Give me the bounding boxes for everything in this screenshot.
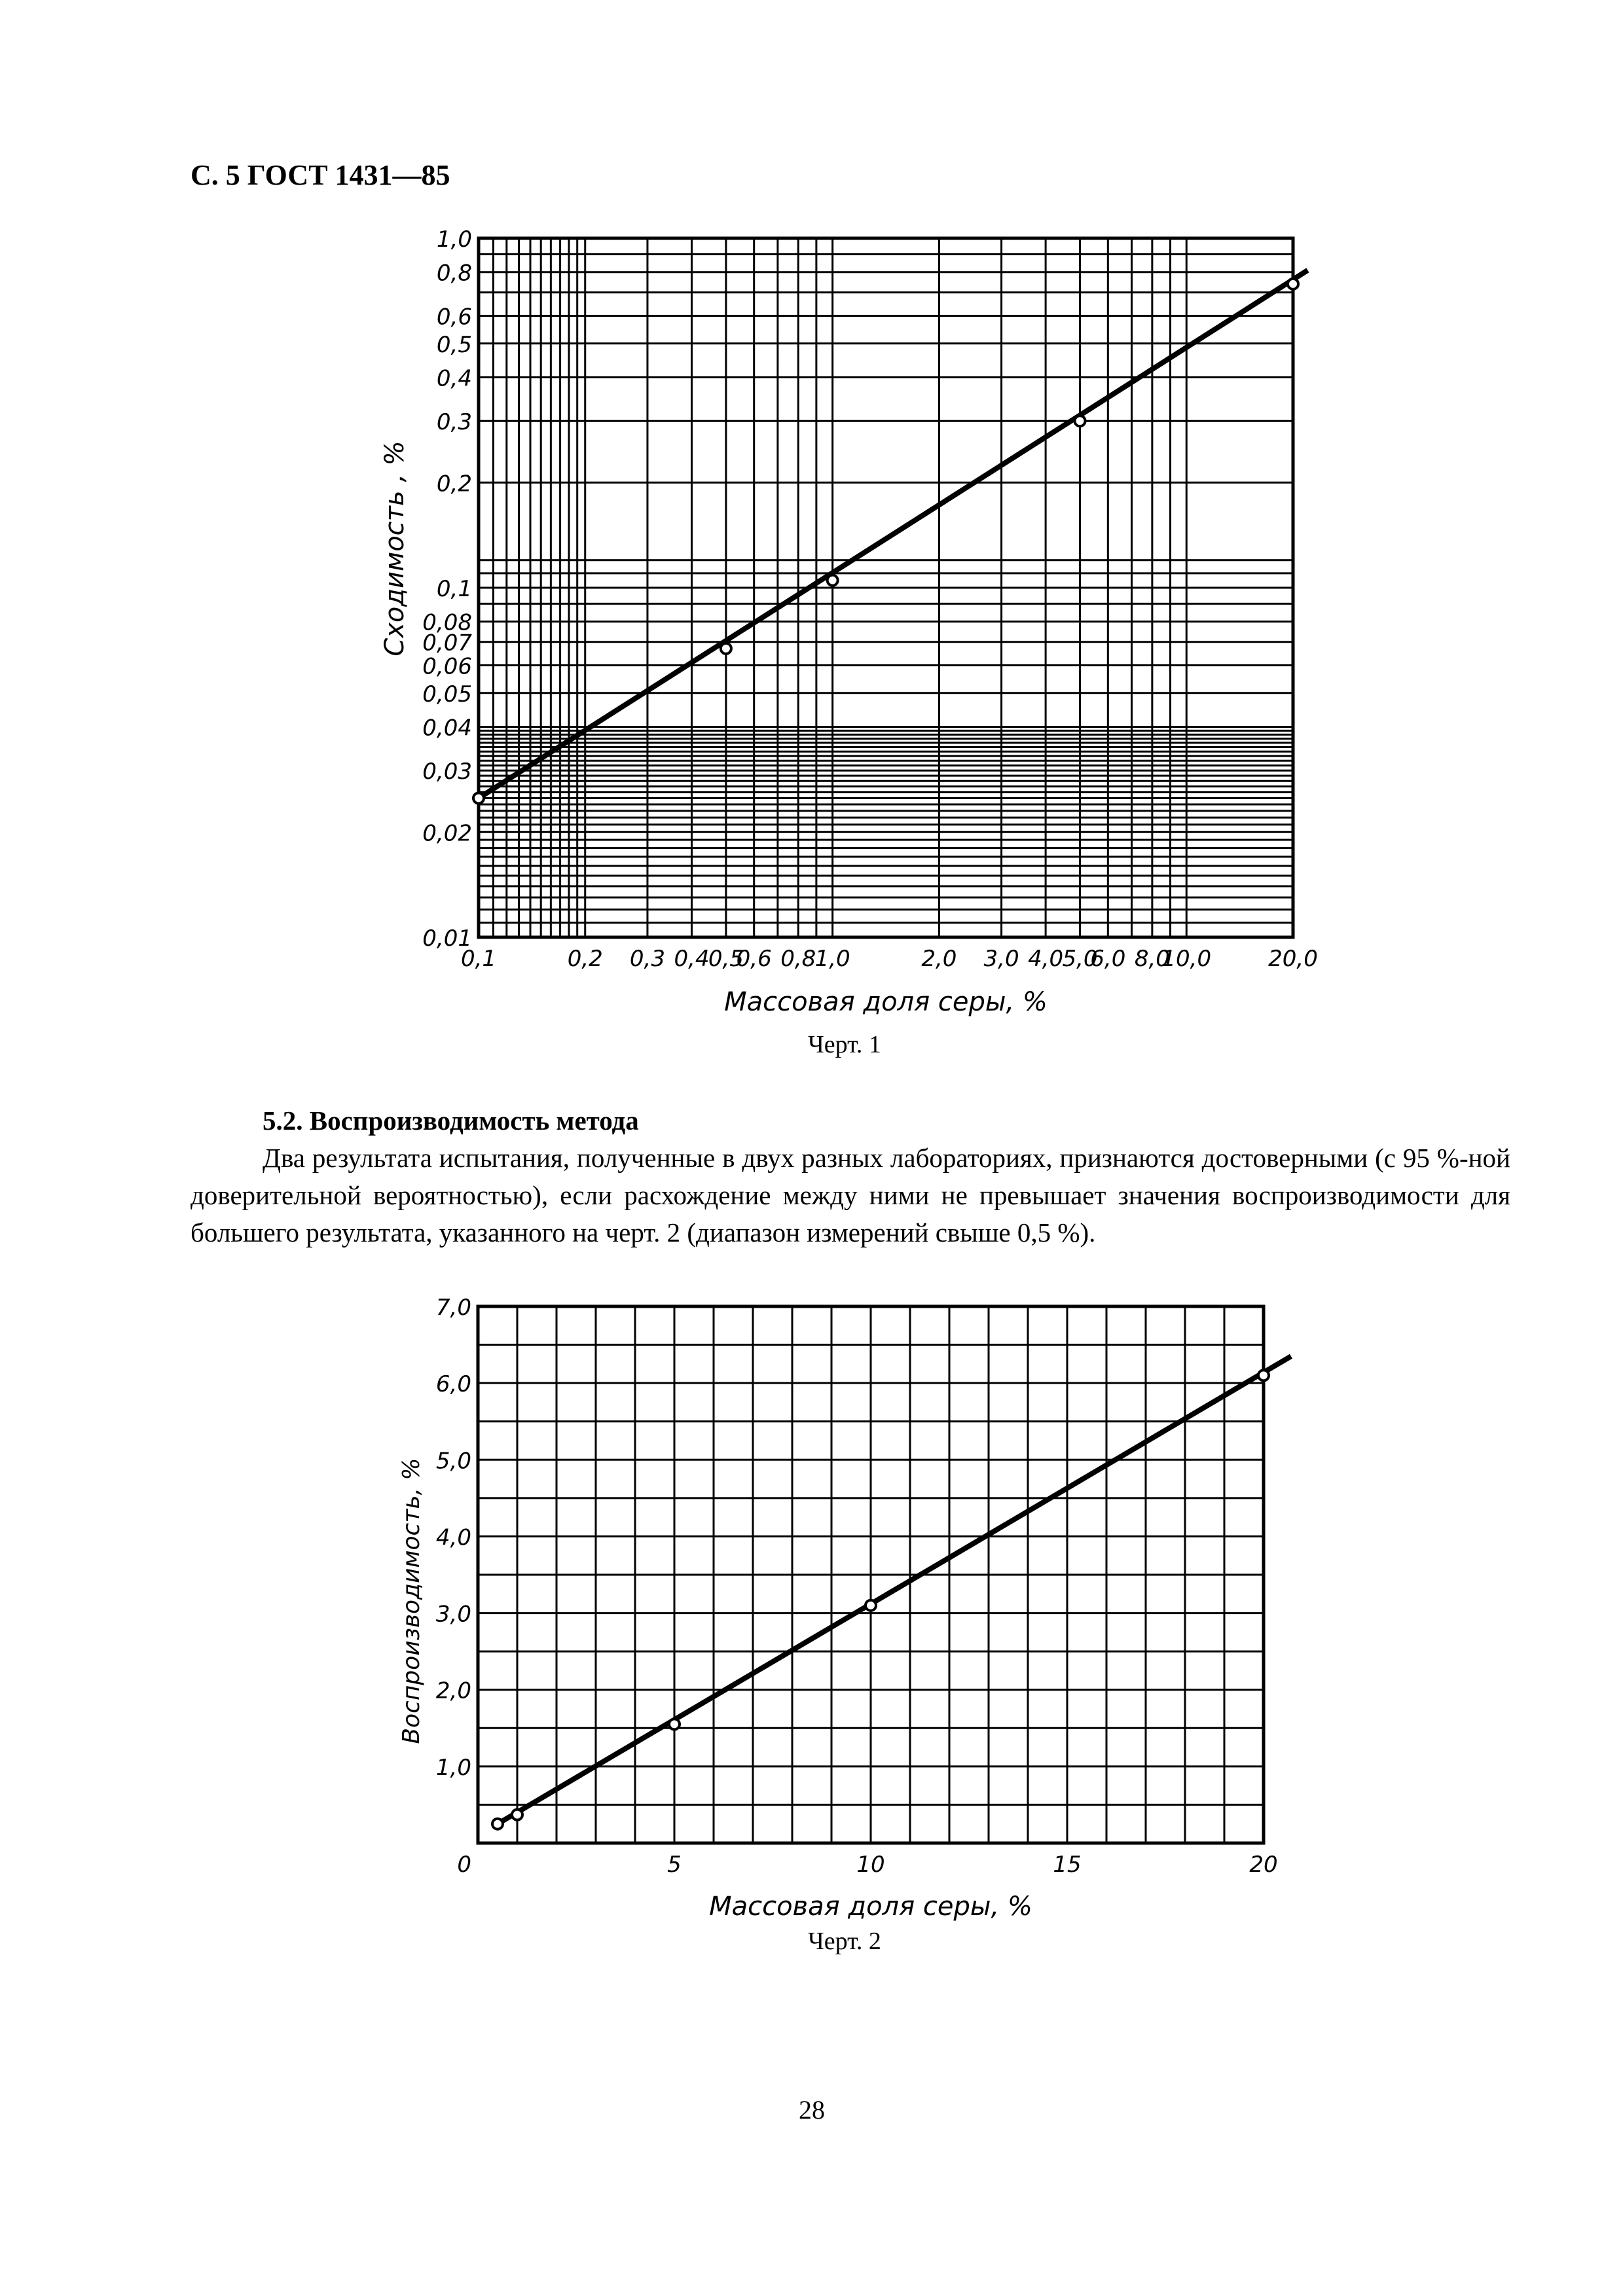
x-tick-label: 10 [856,1852,885,1878]
data-point [512,1810,522,1820]
page-header: С. 5 ГОСТ 1431—85 [191,159,450,191]
y-tick-label: 0,05 [422,681,472,708]
y-tick-label: 0,07 [422,630,472,656]
page-number: 28 [799,2095,825,2125]
y-tick-label: 0,08 [422,609,472,636]
y-tick-label: 6,0 [435,1371,471,1398]
x-tick-label: 0,1 [460,946,497,972]
data-point [473,793,484,804]
data-point [1075,416,1085,426]
y-tick-label: 0,5 [436,331,472,358]
data-point [1288,279,1298,289]
y-tick-label: 5,0 [435,1448,471,1475]
data-point [721,643,731,654]
y-tick-label: 1,0 [435,1754,471,1781]
data-point [1258,1370,1269,1380]
y-axis-label: Сходимость , % [380,440,410,656]
x-tick-label: 0,3 [629,946,665,972]
y-tick-label: 1,0 [436,226,472,253]
x-axis-label: Массовая доля серы, % [724,987,1048,1017]
y-tick-label: 0,3 [436,409,472,436]
x-tick-label: 3,0 [983,946,1019,972]
regression-line [498,1356,1291,1824]
y-tick-label: 2,0 [435,1677,471,1704]
chart-1-caption: Черт. 1 [808,1031,881,1058]
data-point [492,1819,503,1829]
y-tick-label: 0,8 [436,260,472,287]
regression-line [479,270,1307,798]
x-tick-label: 5,0 [1062,946,1098,972]
x-tick-label: 0 [457,1852,471,1878]
data-point [828,575,838,586]
y-tick-label: 0,6 [436,304,472,331]
y-tick-label: 0,04 [422,715,472,742]
x-tick-label: 20,0 [1268,946,1318,972]
x-tick-label: 20 [1249,1852,1278,1878]
x-tick-label: 2,0 [921,946,957,972]
x-tick-label: 0,2 [567,946,603,972]
chart-2-caption: Черт. 2 [808,1928,881,1955]
section-paragraph: Два результата испытания, полученные в двух разных лабораториях, признаются достоверными (с 95 %-ной доверительной вероятностью), если расхождение между ними не превышает значения воспроизводимости для большего результата, указанного на черт. 2 (диапазон измерений свыше 0,5 %). [191,1143,1510,1247]
x-tick-label: 15 [1053,1852,1082,1878]
x-tick-label: 0,6 [736,946,772,972]
x-tick-label: 8,0 [1134,946,1170,972]
y-tick-label: 0,01 [422,925,472,952]
y-tick-label: 0,1 [436,576,472,602]
y-tick-label: 0,4 [436,365,472,392]
x-tick-label: 1,0 [814,946,850,972]
chart-1 [0,209,1623,1060]
section-heading: 5.2. Воспроизводимость метода [263,1105,639,1136]
y-tick-label: 0,2 [436,471,472,497]
x-tick-label: 0,5 [708,946,744,972]
x-tick-label: 10,0 [1161,946,1212,972]
y-tick-label: 4,0 [435,1524,471,1551]
data-point [866,1600,876,1611]
y-tick-label: 7,0 [435,1295,471,1321]
y-tick-label: 0,06 [422,653,472,680]
section-5-2 [191,1102,1510,1251]
data-point [669,1719,680,1729]
y-tick-label: 3,0 [435,1601,471,1628]
y-axis-label: Воспроизводимость, % [398,1458,425,1744]
chart-2 [0,1270,1623,1937]
x-tick-label: 6,0 [1090,946,1126,972]
y-tick-label: 0,02 [422,820,472,847]
y-tick-label: 0,03 [422,759,472,785]
x-tick-label: 5 [667,1852,682,1878]
x-axis-label: Массовая доля серы, % [709,1892,1032,1922]
x-tick-label: 0,4 [674,946,710,972]
x-tick-label: 4,0 [1028,946,1064,972]
x-tick-label: 0,8 [780,946,816,972]
